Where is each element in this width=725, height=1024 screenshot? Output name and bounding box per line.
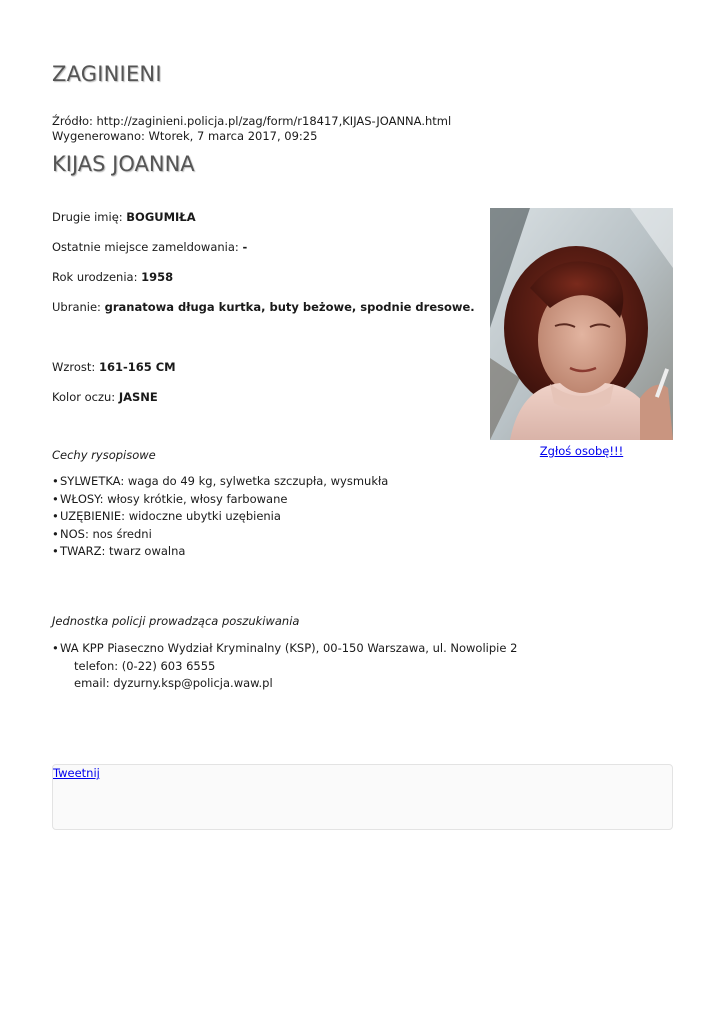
person-name: KIJAS JOANNA [52, 152, 195, 176]
field-label: Wzrost: [52, 360, 99, 374]
field-value: granatowa długa kurtka, buty beżowe, spodnie dresowe. [104, 300, 475, 314]
police-phone: telefon: (0-22) 603 6555 [74, 658, 216, 673]
field-last-residence [52, 240, 247, 254]
features-list [52, 473, 388, 561]
police-email: email: dyzurny.ksp@policja.waw.pl [74, 676, 273, 690]
field-label: Ostatnie miejsce zameldowania: [52, 240, 243, 254]
person-photo [490, 208, 673, 440]
field-value: JASNE [118, 390, 158, 404]
site-title: ZAGINIENI [52, 62, 162, 86]
field-value: 161-165 CM [98, 360, 176, 374]
field-value: 1958 [141, 270, 174, 284]
field-second-name [52, 210, 196, 224]
source-meta [52, 114, 451, 143]
list-item: • WŁOSY: włosy krótkie, włosy farbowane [52, 491, 388, 509]
field-birth-year [52, 270, 173, 284]
field-label: Drugie imię: [52, 210, 127, 224]
generated-line: Wygenerowano: Wtorek, 7 marca 2017, 09:25 [52, 128, 318, 143]
features-title: Cechy rysopisowe [52, 448, 156, 462]
police-unit [52, 640, 517, 693]
list-item: • UZĘBIENIE: widoczne ubytki uzębienia [52, 508, 388, 526]
field-clothing [52, 300, 475, 314]
tweet-link[interactable]: Tweetnij [53, 766, 100, 780]
field-eye-color [52, 390, 158, 404]
report-person-link[interactable]: Zgłoś osobę!!! [539, 444, 624, 458]
field-label: Kolor oczu: [52, 390, 119, 404]
police-title: Jednostka policji prowadząca poszukiwania [52, 614, 300, 628]
field-height [52, 360, 176, 374]
list-item: • NOS: nos średni [52, 526, 388, 544]
field-value: BOGUMIŁA [126, 210, 196, 224]
list-item: • SYLWETKA: waga do 49 kg, sylwetka szczupła, wysmukła [52, 473, 388, 491]
tweet-box [52, 764, 673, 830]
list-item: • TWARZ: twarz owalna [52, 543, 388, 561]
field-label: Rok urodzenia: [52, 270, 142, 284]
field-value: - [242, 240, 248, 254]
police-unit-name: • WA KPP Piaseczno Wydział Kryminalny (KSP), 00-150 Warszawa, ul. Nowolipie 2 [52, 640, 517, 658]
source-line: Źródło: http://zaginieni.policja.pl/zag/form/r18417,KIJAS-JOANNA.html [52, 114, 452, 128]
field-label: Ubranie: [52, 300, 105, 314]
